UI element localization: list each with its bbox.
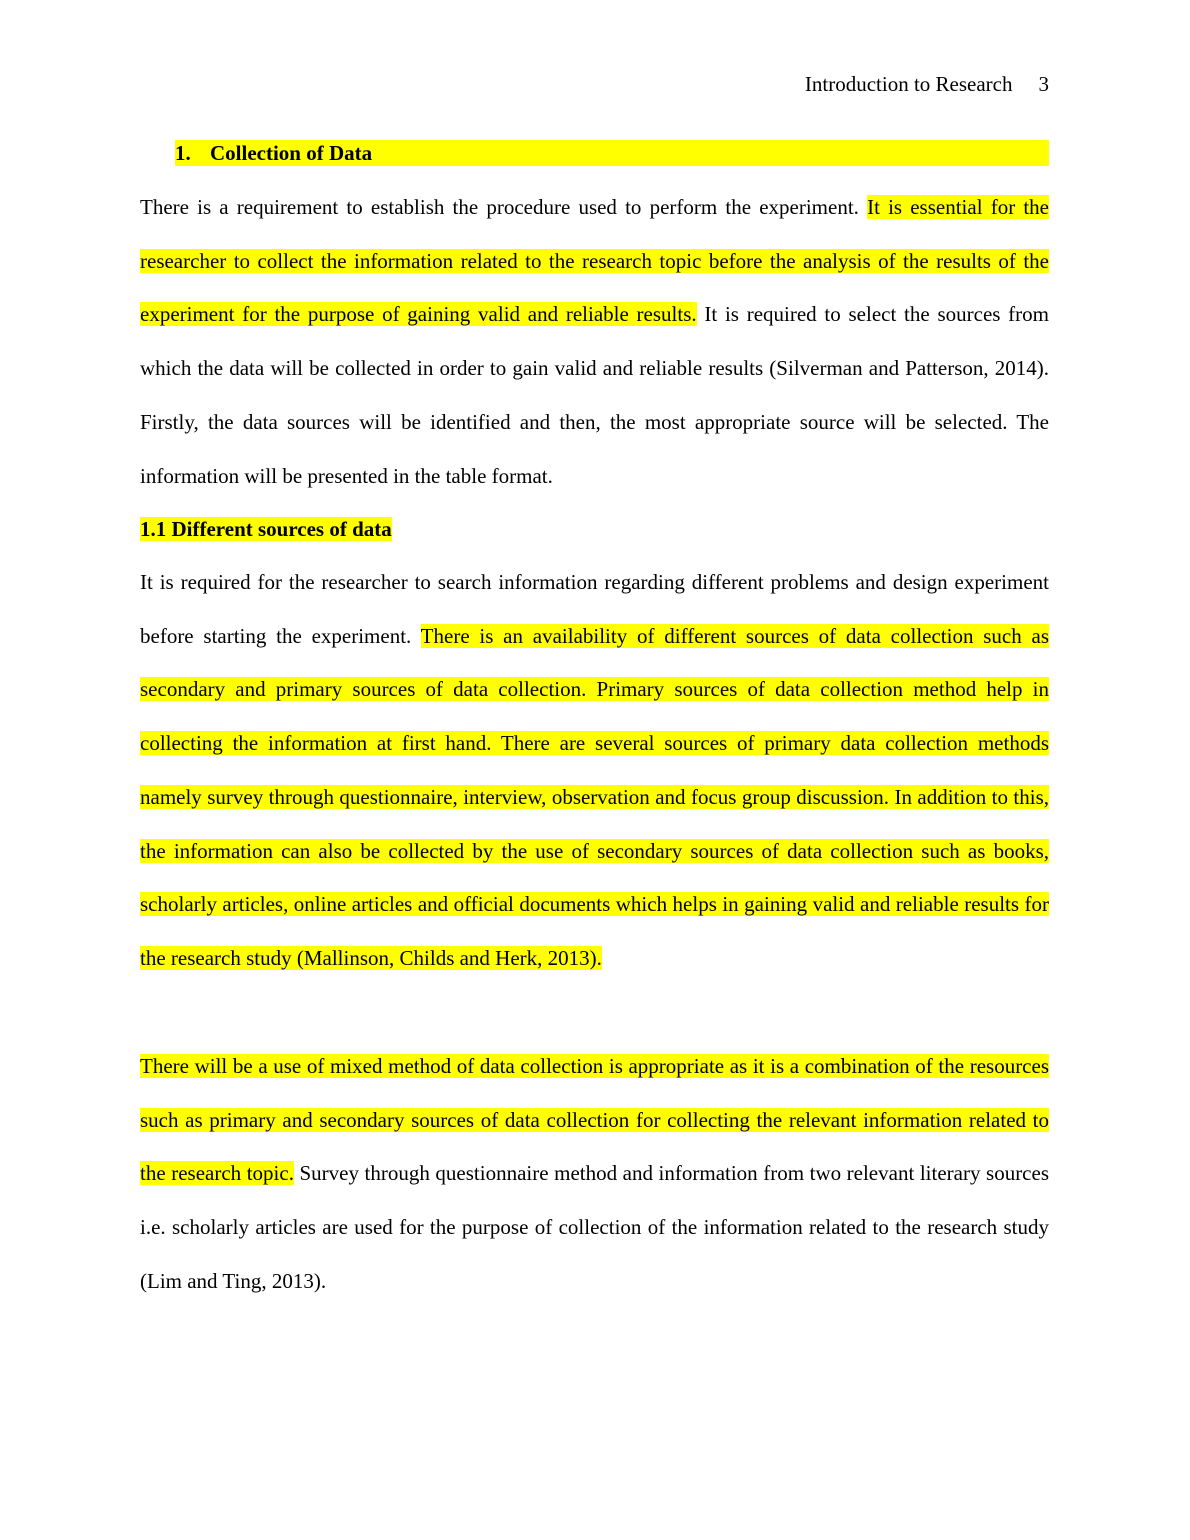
paragraph-text: Survey through questionnaire method and information from two relevant literary sources i.e. scholarly articles are used for the purpose of collection of the information related to the research study (Lim and Ting, 2013). xyxy=(140,1161,1049,1293)
subsection-heading-different-sources xyxy=(140,514,392,544)
section-title: Collection of Data xyxy=(210,141,373,165)
section-number: 1. xyxy=(175,141,191,165)
page-number: 3 xyxy=(1038,72,1049,96)
paragraph-text: There is a requirement to establish the procedure used to perform the experiment. xyxy=(140,195,868,219)
section-heading-collection-of-data xyxy=(175,140,1049,166)
paragraph-mixed-method xyxy=(140,1040,1049,1309)
subsection-title: 1.1 Different sources of data xyxy=(140,517,392,541)
highlighted-text: There will be a use of mixed method of data collection is appropriate as it is a combination of the resources such as primary and secondary sources of data collection for collecting the relevant information related to the research topic. xyxy=(140,1054,1049,1186)
highlighted-text: It is essential for the researcher to collect the information related to the research topic before the analysis of the results of the experiment for the purpose of gaining valid and reliable results. xyxy=(140,195,1050,327)
paragraph-different-sources xyxy=(140,556,1049,986)
running-title: Introduction to Research xyxy=(804,72,1013,96)
highlighted-text: There is an availability of different sources of data collection such as secondary and primary sources of data collection. Primary sources of data collection method help in collecting the information at first hand. There are several sources of primary data collection methods namely survey through questionnaire, interview, observation and focus group discussion. In addition to this, the information can also be collected by the use of secondary sources of data collection such as books, scholarly articles, online articles and official documents which helps in gaining valid and reliable results for the research study (Mallinson, Childs and Herk, 2013). xyxy=(140,623,1049,970)
paragraph-text: It is required for the researcher to search information regarding different problems and design experiment before starting the experiment. xyxy=(140,570,1049,648)
running-header xyxy=(805,70,1049,98)
paragraph-text: It is required to select the sources from which the data will be collected in order to gain valid and reliable results (Silverman and Patterson, 2014). Firstly, the data sources will be identified and then, the most appropriate source will be selected. The information will be presented in the table format. xyxy=(140,302,1050,488)
paragraph-collection-of-data xyxy=(140,181,1049,503)
